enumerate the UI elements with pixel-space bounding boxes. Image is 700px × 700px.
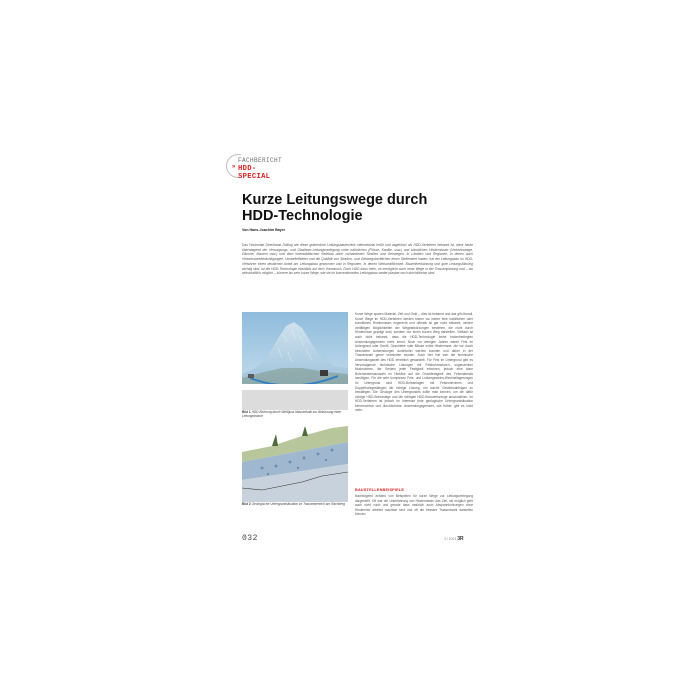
figure-1-svg [242,312,348,410]
figure-1-illustration [242,312,348,410]
road-band [242,384,348,390]
issue-footer [444,536,464,542]
section-kicker [228,154,288,180]
article-title-line1: Kurze Leitungswege durch [242,192,428,208]
page-number: 032 [242,534,258,543]
kicker-category: FACHBERICHT [238,157,283,164]
article-title [242,192,472,224]
figure-2-svg [242,422,348,502]
article-title-line2: HDD-Technologie [242,208,363,224]
chevron-right-icon: » [232,164,236,170]
article-byline: Von Hans-Joachim Bayer [242,228,286,232]
section-heading-examples: BAUSTELLENBEISPIELE [355,488,405,492]
exit-point-rig [248,374,254,378]
body-column [355,312,473,415]
figure-1-label: Bild 1 [242,410,251,414]
drill-rig [320,370,328,376]
figure-1-caption [242,410,348,418]
figure-2-illustration [242,422,348,502]
figure-1-caption-text: HDD-Bohrung durch Weißjura-Massenkalk zur Abkürzung einer Leitungstrasse [242,410,342,418]
examples-paragraph: Nachfolgend anhand von Beispielen für kurze Wege zur Leitungsverlegung dargestellt. Oft war die Unterfahrung von Hindernissen das Ziel, sie möglich geht auch nicht nach und gerade dass natürlich auch Abspannbohrungen ohne Hindernise arbeitet machbar sind und oft die bessere Trassenwahl darstellen können. [355,494,473,517]
figure-2-caption-text: Geologische Untergrundsituation im Trassenbereich am Rachberg [251,502,345,506]
kicker-special: HDD-SPECIAL [238,165,271,181]
figure-2-caption [242,502,348,506]
article-intro: Das Horizontal Directional Drilling wie diese grabenlose Leitungsbautechnik international heißt und abgekürzt als HDD-Verfahren bekannt ist, dient heute überwiegend der Versorgungs- und Glasfaser-Leitungsverlegung unter natürlichen (Flüsse, Kanäle, usw.) und künstlichen Hindernissen (Verkehrswege, Dämme, Mauern usw.) und dem innerstädtischen Netzbau unter vorhandenen Straßen und Gehwegen. In Ländern und Regionen, in denen auch Verkehrsbeeinträchtigungen, Umwelteffekten und die Qualität von Straßen- und Gehwegoberflächen einen Stellenwert haben, hat der Leitungsbau im HDD-Verfahren einen deutlichen Anteil am Leitungsbau gewonnen und in Regionen, in denen Wirtschaftlichkeit, Bauzeitverkürzung und gute Leitungsführung wichtig sind, ist die HDD-Technologie ebenfalls auf dem Vormarsch. Doch HDD kann mehr, es ermöglicht auch neue Wege in der Trassenplanung und – wo wirtschaftlich möglich – kürzere bis sehr kurze Wege, wie sie im konventionellen Leitungsbau weder planbar noch durchführbar sind. [242,243,473,276]
ground-band [242,390,348,410]
magazine-logo-mark: 3R [457,536,464,542]
body-paragraph: Kurze Wege sparen Material, Zeit und Geld – dies ist bekannt und das gilt überall. Kurze Wege im HDD-Verfahren werden bisher wo immer eine natürlichen oder künstlichen Hindernissen engerecht und oftmals ist gar nicht bekannt, welche vielfältigen Möglichkeiten der Wegeabkürzungen bestehen, die nicht durch Hindernisse geprägt sind, sondern nur einen kurzen Weg darstellen. Vielfach ist auch nicht bekannt, dass die HDD-Technologie keine bodenbedingten Anwendungsgrenzen mehr kennt. Noch vor wenigen Jahren waren Fels im Untergrund oder Geröll, Geschiebe oder Blöcke echte Hindernisse, die nur durch besondere Aufwendungen durchbohrt werden konnten und daher in der Trassenwahl gerne vermieden wurden. Auch hier hat sich die technische Anwendungswelt des HDD erheblich gewandelt. Für Fels im Untergrund gibt es hervorragende technische Lösungen mit Felsbohrmotoren, sogenannten Mudmotoren, die Gestein jeder Festigkeit erbohren, jedoch eine klare Bohrmediensauswahl im Hinblick auf die Druckfestigkeit des Felsmaterials benötigen. Für die sehr komplexen Fels- und Lockergesteins-Wechsellagerungen im Untergrund sind HDD-Bohranlagen mit Felsbohrrohren und Doppelbohrgestängen die richtige Lösung, um solche Gesteinsabfolgen zu bewältigen. Die Geologie des Untergrundes sollte man kennen, um die dafür richtige HDD-Bohranlage und die richtigen HDD-Bohrwerkzeuge auszuwählen. Im HDD-Verfahren ist jedoch im Interesse jede geologische Untergrundsituation beherrschbar und durchbohrbar. Anwendungsgrenzen, wie früher, gibt es nicht mehr. [355,312,473,413]
figure-2-label: Bild 2 [242,502,251,506]
issue-date: 3 / 2013 [444,537,457,541]
magazine-page [222,140,478,560]
